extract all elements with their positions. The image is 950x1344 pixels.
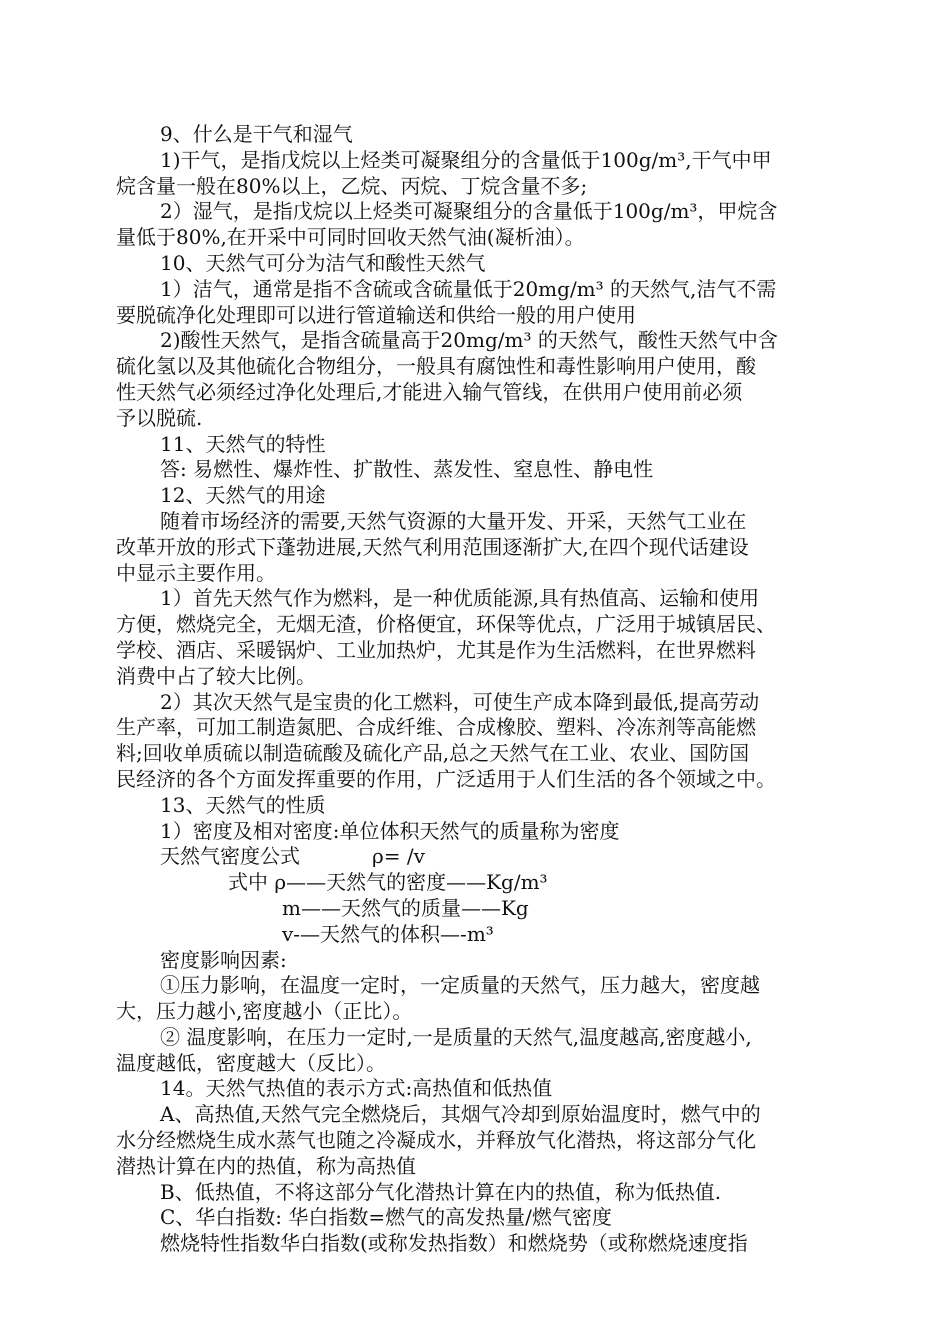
formula-label: 天然气密度公式 bbox=[160, 844, 300, 869]
paragraph-line: 大，压力越小,密度越小（正比）。 bbox=[116, 999, 413, 1024]
heading-14: 14。天然气热值的表示方式:高热值和低热值 bbox=[160, 1076, 553, 1101]
paragraph-line: ①压力影响，在温度一定时，一定质量的天然气，压力越大，密度越 bbox=[160, 973, 760, 998]
paragraph-line: 水分经燃烧生成水蒸气也随之冷凝成水，并释放气化潜热，将这部分气化 bbox=[116, 1128, 756, 1153]
paragraph-line: 硫化氢以及其他硫化合物组分，一般具有腐蚀性和毒性影响用户使用，酸 bbox=[116, 354, 756, 379]
paragraph-line: 2）其次天然气是宝贵的化工燃料，可使生产成本降到最低,提高劳动 bbox=[160, 689, 760, 714]
paragraph-line: A、高热值,天然气完全燃烧后，其烟气冷却到原始温度时，燃气中的 bbox=[160, 1102, 761, 1127]
paragraph-line: 中显示主要作用。 bbox=[116, 560, 276, 585]
paragraph-line: 改革开放的形式下蓬勃进展,天然气利用范围逐渐扩大,在四个现代话建设 bbox=[116, 534, 749, 559]
paragraph-line: C、华白指数: 华白指数=燃气的高发热量/燃气密度 bbox=[160, 1205, 612, 1230]
paragraph-line: 方便，燃烧完全，无烟无渣，价格便宜，环保等优点，广泛用于城镇居民、 bbox=[116, 612, 776, 637]
paragraph-line: 性天然气必须经过净化处理后,才能进入输气管线，在供用户使用前必须 bbox=[116, 379, 743, 404]
heading-11: 11、天然气的特性 bbox=[160, 431, 326, 456]
document-page bbox=[116, 122, 840, 1257]
paragraph-line: 予以脱硫. bbox=[116, 405, 203, 430]
paragraph-line: 1）洁气，通常是指不含硫或含硫量低于20mg/m³ 的天然气,洁气不需 bbox=[160, 276, 777, 301]
paragraph-line: 潜热计算在内的热值，称为高热值 bbox=[116, 1153, 416, 1178]
formula-legend: v-—天然气的体积—-m³ bbox=[282, 921, 494, 946]
paragraph-line: 烷含量一般在80%以上，乙烷、丙烷、丁烷含量不多; bbox=[116, 173, 588, 198]
paragraph-line: 燃烧特性指数华白指数(或称发热指数）和燃烧势（或称燃烧速度指 bbox=[160, 1231, 748, 1256]
paragraph-line: 料;回收单质硫以制造硫酸及硫化产品,总之天然气在工业、农业、国防国 bbox=[116, 741, 750, 766]
heading-10: 10、天然气可分为洁气和酸性天然气 bbox=[160, 250, 486, 275]
paragraph-line: 1）密度及相对密度:单位体积天然气的质量称为密度 bbox=[160, 818, 620, 843]
paragraph-line: 1)干气，是指戊烷以上烃类可凝聚组分的含量低于100g/m³,干气中甲 bbox=[160, 147, 772, 172]
paragraph-line: 密度影响因素: bbox=[160, 947, 287, 972]
heading-13: 13、天然气的性质 bbox=[160, 792, 326, 817]
paragraph-line: 温度越低，密度越大（反比）。 bbox=[116, 1050, 386, 1075]
paragraph-line: 消费中占了较大比例。 bbox=[116, 663, 316, 688]
formula-line bbox=[116, 844, 840, 870]
paragraph-line: 随着市场经济的需要,天然气资源的大量开发、开采，天然气工业在 bbox=[160, 508, 747, 533]
formula-legend: 式中 ρ——天然气的密度——Kg/m³ bbox=[228, 870, 548, 895]
paragraph-line: ② 温度影响，在压力一定时,一是质量的天然气,温度越高,密度越小, bbox=[160, 1024, 752, 1049]
density-formula: ρ= /v bbox=[372, 844, 425, 869]
heading-12: 12、天然气的用途 bbox=[160, 483, 326, 508]
formula-legend: m——天然气的质量——Kg bbox=[282, 895, 529, 920]
heading-9: 9、什么是干气和湿气 bbox=[160, 122, 353, 146]
paragraph-line: 民经济的各个方面发挥重要的作用，广泛适用于人们生活的各个领域之中。 bbox=[116, 766, 776, 791]
paragraph-line: B、低热值，不将这部分气化潜热计算在内的热值，称为低热值. bbox=[160, 1179, 722, 1204]
paragraph-line: 2）湿气，是指戊烷以上烃类可凝聚组分的含量低于100g/m³，甲烷含 bbox=[160, 199, 778, 224]
paragraph-line: 答: 易燃性、爆炸性、扩散性、蒸发性、窒息性、静电性 bbox=[160, 457, 654, 482]
paragraph-line: 1）首先天然气作为燃料，是一种优质能源,具有热值高、运输和使用 bbox=[160, 586, 760, 611]
paragraph-line: 学校、酒店、采暖锅炉、工业加热炉，尤其是作为生活燃料，在世界燃料 bbox=[116, 637, 756, 662]
paragraph-line: 2)酸性天然气，是指含硫量高于20mg/m³ 的天然气，酸性天然气中含 bbox=[160, 328, 778, 353]
paragraph-line: 量低于80%,在开采中可同时回收天然气油(凝析油）。 bbox=[116, 225, 585, 250]
paragraph-line: 生产率，可加工制造氮肥、合成纤维、合成橡胶、塑料、冷冻剂等高能燃 bbox=[116, 715, 756, 740]
paragraph-line: 要脱硫净化处理即可以进行管道输送和供给一般的用户使用 bbox=[116, 302, 636, 327]
